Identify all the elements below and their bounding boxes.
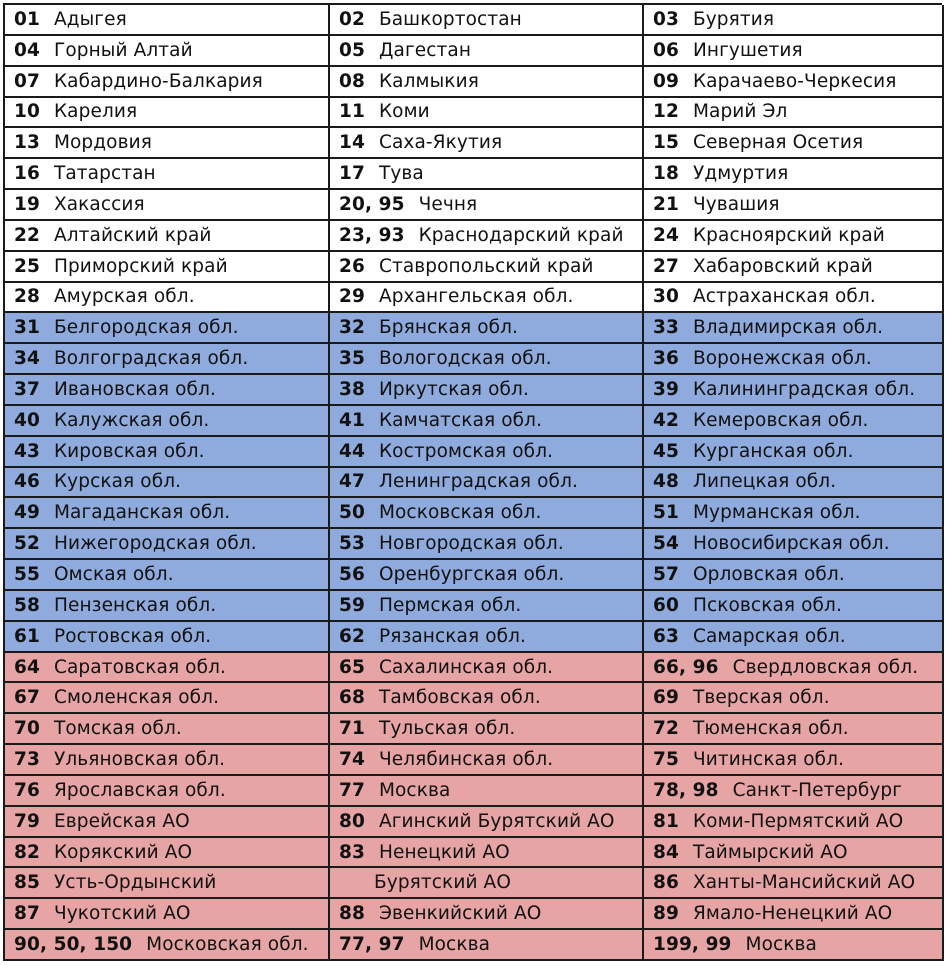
- table-cell: [330, 128, 644, 159]
- region-code: 62: [339, 625, 365, 647]
- table-cell: [330, 437, 644, 468]
- region-code: 44: [339, 440, 365, 462]
- region-code: 33: [653, 317, 679, 339]
- region-name: Калининградская обл.: [692, 378, 916, 400]
- region-name: Эвенкийский АО: [378, 903, 542, 925]
- region-name: Башкортостан: [378, 8, 522, 30]
- region-code: 49: [14, 502, 40, 524]
- region-name: Воронежская обл.: [692, 348, 872, 370]
- region-code: 83: [339, 841, 365, 863]
- region-code: 53: [339, 533, 365, 555]
- region-name: Ингушетия: [692, 39, 803, 61]
- table-cell: [644, 344, 944, 375]
- table-cell: [5, 622, 330, 653]
- table-cell: [330, 375, 644, 406]
- region-name: Мордовия: [53, 132, 152, 154]
- region-name: Костромская обл.: [378, 440, 554, 462]
- region-name: Еврейская АО: [53, 810, 190, 832]
- region-code: 30: [653, 286, 679, 308]
- region-name: Магаданская обл.: [53, 502, 231, 524]
- table-cell: [5, 529, 330, 560]
- table-cell: [644, 529, 944, 560]
- region-code: 68: [339, 687, 365, 709]
- region-code: 70: [14, 718, 40, 740]
- region-name: Курганская обл.: [692, 440, 854, 462]
- region-code: 87: [14, 903, 40, 925]
- region-code: 45: [653, 440, 679, 462]
- table-cell: [5, 36, 330, 67]
- region-name: Вологодская обл.: [378, 348, 552, 370]
- table-cell: [5, 406, 330, 437]
- region-code: 03: [653, 8, 679, 30]
- region-name: Дагестан: [378, 39, 472, 61]
- region-name: Санкт-Петербург: [732, 779, 903, 801]
- table-cell: [330, 899, 644, 930]
- region-code: 56: [339, 564, 365, 585]
- region-name: Кемеровская обл.: [692, 409, 869, 431]
- table-cell: [644, 714, 944, 745]
- region-code: 04: [14, 39, 40, 61]
- region-name: Хабаровский край: [692, 255, 873, 277]
- region-name: Ульяновская обл.: [53, 749, 226, 771]
- region-name: Челябинская обл.: [378, 749, 554, 771]
- table-cell: [330, 406, 644, 437]
- table-cell: [5, 468, 330, 499]
- region-code: 78, 98: [653, 779, 719, 801]
- region-code: 27: [653, 255, 679, 277]
- region-name: Таймырский АО: [692, 841, 848, 863]
- region-code: 36: [653, 348, 679, 370]
- region-code: 61: [14, 625, 40, 647]
- region-name: Ямало-Ненецкий АО: [692, 903, 893, 925]
- table-cell: [5, 683, 330, 714]
- region-name: Татарстан: [53, 163, 156, 185]
- region-name: Пермская обл.: [378, 594, 522, 616]
- region-code: 08: [339, 70, 365, 92]
- table-cell: [5, 159, 330, 190]
- region-code: 72: [653, 718, 679, 740]
- region-name: Карелия: [53, 101, 138, 123]
- region-name: Сахалинская обл.: [378, 656, 554, 678]
- table-cell: [644, 190, 944, 221]
- region-code: 89: [653, 903, 679, 925]
- table-cell: [5, 67, 330, 98]
- table-cell: [5, 344, 330, 375]
- region-name: Корякский АО: [53, 841, 193, 863]
- region-name: Тамбовская обл.: [378, 687, 541, 709]
- table-cell: [5, 868, 330, 899]
- table-cell: [330, 560, 644, 591]
- region-name: Усть-Ордынский: [53, 872, 217, 894]
- region-code: 84: [653, 841, 679, 863]
- table-cell: [644, 128, 944, 159]
- region-code: 32: [339, 317, 365, 339]
- region-code-table: [3, 3, 942, 961]
- table-cell: [330, 745, 644, 776]
- table-cell: [330, 190, 644, 221]
- region-name: Приморский край: [53, 255, 228, 277]
- table-cell: [330, 591, 644, 622]
- table-cell: [644, 283, 944, 314]
- region-code: 26: [339, 255, 365, 277]
- region-code: 51: [653, 502, 679, 524]
- region-name: Ярославская обл.: [53, 779, 226, 801]
- region-name: Свердловская обл.: [732, 656, 919, 678]
- region-code: 60: [653, 594, 679, 616]
- region-name: Курская обл.: [53, 471, 182, 493]
- table-cell: [330, 67, 644, 98]
- region-name: Пензенская обл.: [53, 594, 217, 616]
- region-code: 80: [339, 810, 365, 832]
- table-cell: [5, 5, 330, 36]
- region-name: Красноярский край: [692, 224, 885, 246]
- region-code: 15: [653, 132, 679, 154]
- region-name: Ставропольский край: [378, 255, 594, 277]
- table-cell: [644, 5, 944, 36]
- region-name: Чечня: [418, 193, 478, 215]
- region-name: Калужская обл.: [53, 409, 210, 431]
- region-name: Алтайский край: [53, 224, 212, 246]
- table-cell: [5, 437, 330, 468]
- region-code: 21: [653, 193, 679, 215]
- region-code: 63: [653, 625, 679, 647]
- region-name: Владимирская обл.: [692, 317, 884, 339]
- table-cell: [644, 98, 944, 129]
- region-code: 67: [14, 687, 40, 709]
- region-name: Ленинградская обл.: [378, 471, 578, 493]
- table-cell: [330, 98, 644, 129]
- region-name: Горный Алтай: [53, 39, 193, 61]
- region-name: Нижегородская обл.: [53, 533, 257, 555]
- region-code: 73: [14, 749, 40, 771]
- table-cell: [644, 683, 944, 714]
- table-cell: [5, 252, 330, 283]
- table-cell: [330, 868, 644, 899]
- region-name: Бурятия: [692, 8, 775, 30]
- table-cell: [5, 807, 330, 838]
- table-cell: [644, 375, 944, 406]
- region-code: 76: [14, 779, 40, 801]
- region-name: Томская обл.: [53, 718, 182, 740]
- region-code: 07: [14, 70, 40, 92]
- table-cell: [330, 653, 644, 684]
- region-code: 31: [14, 317, 40, 339]
- table-cell: [5, 313, 330, 344]
- region-name: Удмуртия: [692, 163, 789, 185]
- region-code: 16: [14, 163, 40, 185]
- table-cell: [330, 622, 644, 653]
- region-name: Тверская обл.: [692, 687, 830, 709]
- region-code: 57: [653, 564, 679, 585]
- region-name: Ивановская обл.: [53, 378, 216, 400]
- region-code: 64: [14, 656, 40, 678]
- table-cell: [644, 560, 944, 591]
- region-code: 11: [339, 101, 365, 123]
- table-cell: [5, 930, 330, 961]
- region-code: 09: [653, 70, 679, 92]
- region-code: 58: [14, 594, 40, 616]
- table-cell: [330, 683, 644, 714]
- table-cell: [644, 498, 944, 529]
- region-code: 48: [653, 471, 679, 493]
- region-code: 43: [14, 440, 40, 462]
- region-name: Орловская обл.: [692, 564, 845, 585]
- region-code: 24: [653, 224, 679, 246]
- region-code: 82: [14, 841, 40, 863]
- region-code: 18: [653, 163, 679, 185]
- region-name: Москва: [745, 934, 817, 956]
- table-cell: [330, 344, 644, 375]
- region-name: Москва: [378, 779, 451, 801]
- region-code: 42: [653, 409, 679, 431]
- region-name: Иркутская обл.: [378, 378, 529, 400]
- region-code: 59: [339, 594, 365, 616]
- region-code: 22: [14, 224, 40, 246]
- region-code: 77, 97: [339, 934, 405, 956]
- region-name: Саха-Якутия: [378, 132, 503, 154]
- region-code: 34: [14, 348, 40, 370]
- region-name: Омская обл.: [53, 564, 174, 585]
- region-name: Кабардино-Балкария: [53, 70, 263, 92]
- table-cell: [644, 653, 944, 684]
- region-code: 41: [339, 409, 365, 431]
- region-name: Липецкая обл.: [692, 471, 837, 493]
- table-cell: [644, 899, 944, 930]
- table-cell: [5, 838, 330, 869]
- region-name: Кировская обл.: [53, 440, 205, 462]
- table-cell: [644, 221, 944, 252]
- table-cell: [644, 591, 944, 622]
- table-cell: [644, 868, 944, 899]
- region-code: 50: [339, 502, 365, 524]
- region-code: 25: [14, 255, 40, 277]
- table-cell: [644, 468, 944, 499]
- region-code: 86: [653, 872, 679, 894]
- region-name: Калмыкия: [378, 70, 479, 92]
- region-name: Агинский Бурятский АО: [378, 810, 615, 832]
- table-cell: [5, 899, 330, 930]
- table-cell: [330, 714, 644, 745]
- table-cell: [330, 313, 644, 344]
- table-cell: [330, 838, 644, 869]
- table-cell: [5, 128, 330, 159]
- region-code: 05: [339, 39, 365, 61]
- region-code: 38: [339, 378, 365, 400]
- region-name: Чукотский АО: [53, 903, 191, 925]
- region-name: Астраханская обл.: [692, 286, 876, 308]
- table-cell: [5, 98, 330, 129]
- table-cell: [5, 221, 330, 252]
- region-name: Архангельская обл.: [378, 286, 574, 308]
- region-name: Новосибирская обл.: [692, 533, 890, 555]
- table-cell: [330, 930, 644, 961]
- table-cell: [644, 313, 944, 344]
- region-code: 52: [14, 533, 40, 555]
- region-code: 90, 50, 150: [14, 934, 133, 956]
- region-name: Тува: [378, 163, 424, 185]
- region-name: Самарская обл.: [692, 625, 846, 647]
- region-code: 71: [339, 718, 365, 740]
- region-code: 85: [14, 872, 40, 894]
- region-name: Адыгея: [53, 8, 127, 30]
- region-code: 12: [653, 101, 679, 123]
- region-name: Смоленская обл.: [53, 687, 220, 709]
- table-cell: [5, 190, 330, 221]
- table-cell: [330, 776, 644, 807]
- region-code: 14: [339, 132, 365, 154]
- region-name: Хакассия: [53, 193, 145, 215]
- region-name: Ненецкий АО: [378, 841, 510, 863]
- region-code: 199, 99: [653, 934, 732, 956]
- region-code: 28: [14, 286, 40, 308]
- region-name: Марий Эл: [692, 101, 788, 123]
- table-cell: [644, 406, 944, 437]
- region-name: Новгородская обл.: [378, 533, 564, 555]
- region-code: 40: [14, 409, 40, 431]
- table-cell: [330, 498, 644, 529]
- region-name: Московская обл.: [146, 934, 309, 956]
- region-name: Краснодарский край: [418, 224, 624, 246]
- region-code: 39: [653, 378, 679, 400]
- region-name: Коми: [378, 101, 430, 123]
- region-code: 20, 95: [339, 193, 405, 215]
- table-cell: [5, 776, 330, 807]
- region-code: 10: [14, 101, 40, 123]
- table-cell: [644, 745, 944, 776]
- table-cell: [644, 36, 944, 67]
- table-cell: [5, 283, 330, 314]
- region-code: 54: [653, 533, 679, 555]
- region-code: 77: [339, 779, 365, 801]
- region-code: 35: [339, 348, 365, 370]
- region-code: 06: [653, 39, 679, 61]
- region-name: Амурская обл.: [53, 286, 195, 308]
- region-code: 79: [14, 810, 40, 832]
- region-code: 65: [339, 656, 365, 678]
- table-cell: [330, 36, 644, 67]
- region-code: 81: [653, 810, 679, 832]
- table-cell: [5, 653, 330, 684]
- table-cell: [5, 591, 330, 622]
- region-name: Чувашия: [692, 193, 780, 215]
- table-cell: [330, 159, 644, 190]
- table-cell: [644, 622, 944, 653]
- region-name: Московская обл.: [378, 502, 542, 524]
- table-cell: [330, 5, 644, 36]
- table-cell: [644, 776, 944, 807]
- region-name: Северная Осетия: [692, 132, 864, 154]
- region-name: Белгородская обл.: [53, 317, 239, 339]
- table-cell: [330, 283, 644, 314]
- table-cell: [5, 714, 330, 745]
- region-code: 88: [339, 903, 365, 925]
- table-cell: [644, 437, 944, 468]
- table-cell: [644, 67, 944, 98]
- table-cell: [330, 252, 644, 283]
- region-code: 23, 93: [339, 224, 405, 246]
- table-cell: [5, 498, 330, 529]
- table-cell: [644, 159, 944, 190]
- region-name: Читинская обл.: [692, 749, 845, 771]
- region-code: 47: [339, 471, 365, 493]
- region-code: 17: [339, 163, 365, 185]
- region-name: Москва: [418, 934, 491, 956]
- region-code: 13: [14, 132, 40, 154]
- region-name: Псковская обл.: [692, 594, 842, 616]
- table-cell: [644, 807, 944, 838]
- region-code: 55: [14, 564, 40, 585]
- region-code: 75: [653, 749, 679, 771]
- table-cell: [644, 252, 944, 283]
- region-name: Брянская обл.: [378, 317, 519, 339]
- region-code: 69: [653, 687, 679, 709]
- table-cell: [330, 468, 644, 499]
- table-cell: [330, 529, 644, 560]
- region-code: 66, 96: [653, 656, 719, 678]
- region-name: Саратовская обл.: [53, 656, 227, 678]
- region-name: Ханты-Мансийский АО: [692, 872, 916, 894]
- region-name: Ростовская обл.: [53, 625, 212, 647]
- region-code: 74: [339, 749, 365, 771]
- region-name: Тульская обл.: [378, 718, 516, 740]
- region-code: 37: [14, 378, 40, 400]
- table-cell: [330, 807, 644, 838]
- table-cell: [644, 930, 944, 961]
- region-name: Камчатская обл.: [378, 409, 543, 431]
- region-code: 02: [339, 8, 365, 30]
- region-name: Рязанская обл.: [378, 625, 527, 647]
- region-code: 46: [14, 471, 40, 493]
- region-name: Тюменская обл.: [692, 718, 849, 740]
- table-cell: [330, 221, 644, 252]
- region-code: 19: [14, 193, 40, 215]
- region-name: Оренбургская обл.: [378, 564, 565, 585]
- region-code: 01: [14, 8, 40, 30]
- table-cell: [5, 745, 330, 776]
- table-cell: [644, 838, 944, 869]
- table-cell: [5, 560, 330, 591]
- region-name: Карачаево-Черкесия: [692, 70, 897, 92]
- table-cell: [5, 375, 330, 406]
- region-name: Бурятский АО: [374, 872, 511, 894]
- region-name: Волгоградская обл.: [53, 348, 249, 370]
- region-code: 29: [339, 286, 365, 308]
- region-name: Мурманская обл.: [692, 502, 861, 524]
- region-name: Коми-Пермятский АО: [692, 810, 904, 832]
